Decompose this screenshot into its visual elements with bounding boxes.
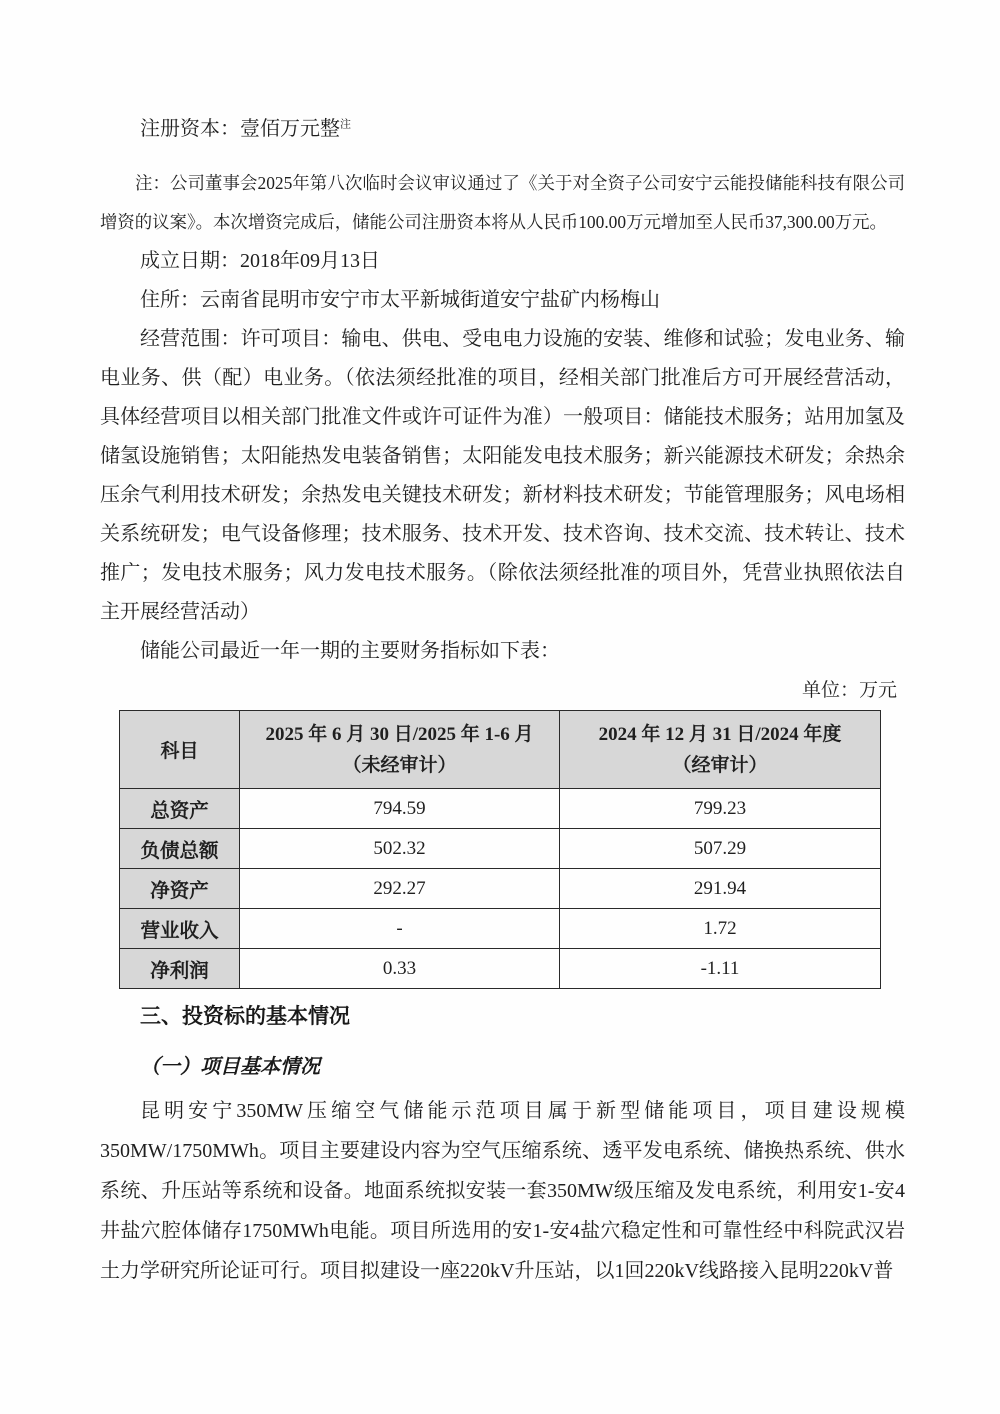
row-label-cell: 营业收入 <box>120 909 240 949</box>
address-line: 住所：云南省昆明市安宁市太平新城街道安宁盐矿内杨梅山 <box>140 289 660 311</box>
value-cell-2024: -1.11 <box>560 949 881 989</box>
section-heading: 三、投资标的基本情况 <box>140 1005 350 1028</box>
period-2025-header-line1: 2025 年 6 月 30 日/2025 年 1-6 月 <box>265 723 534 745</box>
value-cell-2024: 507.29 <box>560 829 881 869</box>
table-header-row <box>120 711 881 789</box>
value-cell-2025: 794.59 <box>240 789 560 829</box>
row-label-cell: 净资产 <box>120 869 240 909</box>
note-reference-mark: 注 <box>340 118 351 131</box>
value-cell-2025: 502.32 <box>240 829 560 869</box>
row-label-cell: 净利润 <box>120 949 240 989</box>
table-row-operating-revenue <box>120 909 881 949</box>
value-cell-2025: 0.33 <box>240 949 560 989</box>
period-2024-header-line1: 2024 年 12 月 31 日/2024 年度 <box>598 723 842 745</box>
table-row-total-liabilities <box>120 829 881 869</box>
note-paragraph: 注：公司董事会2025年第八次临时会议审议通过了《关于对全资子公司安宁云能投储能科技有限公司增资的议案》。本次增资完成后，储能公司注册资本将从人民币100.00万元增加至人民币37,300.00万元。 <box>100 173 905 232</box>
business-scope-paragraph: 经营范围：许可项目：输电、供电、受电电力设施的安装、维修和试验；发电业务、输电业务、供（配）电业务。（依法须经批准的项目，经相关部门批准后方可开展经营活动，具体经营项目以相关部门批准文件或许可证件为准）一般项目：储能技术服务；站用加氢及储氢设施销售；太阳能热发电装备销售；太阳能发电技术服务；新兴能源技术研发；余热余压余气利用技术研发；余热发电关键技术研发；新材料技术研发；节能管理服务；风电场相关系统研发；电气设备修理；技术服务、技术开发、技术咨询、技术交流、技术转让、技术推广；发电技术服务；风力发电技术服务。（除依法须经批准的项目外，凭营业执照依法自主开展经营活动） <box>100 328 905 623</box>
registered-capital-text: 注册资本：壹佰万元整 <box>140 118 340 140</box>
registered-capital-line <box>100 110 905 149</box>
table-row-net-assets <box>120 869 881 909</box>
value-cell-2024: 291.94 <box>560 869 881 909</box>
financial-table <box>119 710 881 989</box>
row-label-cell: 总资产 <box>120 789 240 829</box>
table-row-total-assets <box>120 789 881 829</box>
unit-label: 单位：万元 <box>801 680 897 701</box>
established-date-line: 成立日期：2018年09月13日 <box>140 250 380 272</box>
period-2024-header <box>560 711 881 789</box>
subsection-heading: （一）项目基本情况 <box>140 1056 320 1078</box>
period-2024-header-line2: （经审计） <box>672 754 768 776</box>
row-label-cell: 负债总额 <box>120 829 240 869</box>
value-cell-2024: 1.72 <box>560 909 881 949</box>
period-2025-header-line2: （未经审计） <box>342 754 457 776</box>
table-row-net-profit <box>120 949 881 989</box>
value-cell-2025: 292.27 <box>240 869 560 909</box>
project-description-paragraph: 昆明安宁350MW压缩空气储能示范项目属于新型储能项目，项目建设规模350MW/1750MWh。项目主要建设内容为空气压缩系统、透平发电系统、储换热系统、供水系统、升压站等系统和设备。地面系统拟安装一套350MW级压缩及发电系统，利用安1-安4井盐穴腔体储存1750MWh电能。项目所选用的安1-安4盐穴稳定性和可靠性经中科院武汉岩土力学研究所论证可行。项目拟建设一座220kV升压站，以1回220kV线路接入昆明220kV普 <box>100 1100 905 1282</box>
period-2025-header <box>240 711 560 789</box>
table-intro-line: 储能公司最近一年一期的主要财务指标如下表： <box>140 640 560 662</box>
value-cell-2025: - <box>240 909 560 949</box>
subject-column-header: 科目 <box>120 711 240 789</box>
value-cell-2024: 799.23 <box>560 789 881 829</box>
